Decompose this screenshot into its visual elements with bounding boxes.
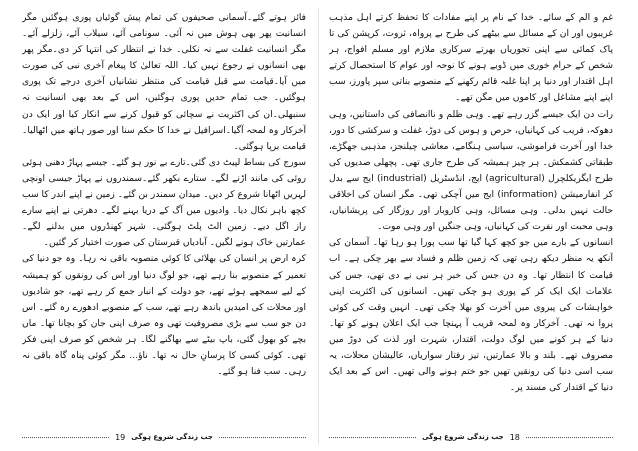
footer-rule: [219, 437, 306, 438]
paragraph: سورج کی بساط لپیٹ دی گئی۔تارے بے نور ہو گئے۔ جیسے پہاڑ دھنی ہوئی روئی کی مانند اڑنے لگے۔ ستارے بکھر گئے۔سمندروں نے پہاڑ جیسی اونچی لہریں اٹھانا شروع کر دیں۔ میدان سمندر بن گئے۔ زمین نے اپنے اندر کا سب کچھ باہر نکال دیا۔ وادیوں میں آگ کے دریا بہنے لگے۔ دھرتی نے اپنے سارے راز اگل دیے۔ زمین الٹ پلٹ ہوگئی۔ شہر کھنڈروں میں بدلنے لگے۔ عمارتیں خاک ہونے لگیں۔ آبادیاں قبرستان کی صورت اختیار کر گئیں۔: [22, 157, 306, 249]
footer-rule: [526, 437, 613, 438]
page-gutter: [318, 8, 319, 444]
right-page-text: [329, 10, 613, 396]
paragraph: انسانوں کے بارے میں جو کچھ کہا گیا تھا سب پورا ہو رہا تھا۔ آسمان کی آنکھ یہ منظر دیکھ رہی تھی کہ زمین ظلم و فساد سے بھر چکی ہے۔ اب قیامت کا انتظار تھا۔ وہ دن جس کی خبر ہر نبی نے دی تھی، جس کی علامات ایک ایک کر کے پوری ہو چکی تھیں۔ انسانوں کی اکثریت اپنی خواہشات کی پیروی میں آخرت کو بھلا چکی تھی۔ انہیں وقت کی کوئی پروا نہ تھی۔ آخرکار وہ لمحہ قریب آ پہنچا جب ایک اعلان ہونے کو تھا۔ دنیا کے ہر کونے میں لوگ دولت، اقتدار، شہرت اور لذت کی دوڑ میں مصروف تھے۔ بلند و بالا عمارتیں، تیز رفتار سواریاں، عالیشان محلات، یہ سب اسی دنیا کی رونقیں تھیں جو ختم ہونے والی تھیں۔ اس کے بعد ایک دنیا کے اقتدار کی مسند پر۔: [329, 238, 613, 394]
footer-rule: [329, 437, 416, 438]
paragraph: کرہ ارض پر انسان کی بھلائی کا کوئی منصوبہ باقی نہ رہا۔ وہ جو دنیا کی تعمیر کے منصوبے بنا رہے تھے، جو لوگ دنیا اور اس کی رونقوں کو ہمیشہ کے لیے سمجھے ہوئے تھے، جو دولت کے انبار جمع کر رہے تھے، جو شادیوں اور محلات کی امیدیں باندھ رہے تھے، سب کے منصوبے ادھورے رہ گئے۔ اس دن جو سب سے بڑی مصروفیت تھی وہ صرف اپنی جان کو بچانا تھا۔ ماں بچے کو بھول گئی، باپ بیٹے سے بھاگنے لگا۔ ہر شخص کو صرف اپنی فکر تھی۔ کوئی کسی کا پرسانِ حال نہ تھا۔ ناؤ... مگر کوئی پناہ گاہ باقی نہ رہی۔ سب فنا ہو گئے۔: [22, 254, 306, 378]
right-page: [329, 10, 613, 444]
left-page-text: [22, 10, 306, 380]
page-number: 18: [509, 432, 520, 442]
running-title: جب زندگی شروع ہوگی: [131, 433, 213, 441]
paragraph: فائز ہوتے گئے۔آسمانی صحیفوں کی تمام پیش گوئیاں پوری ہوگئیں مگر انسانیت پھر بھی ہوش میں نہ آئی۔ سونامی آئے، سیلاب آئے، زلزلے آئے۔مگر انسانیت غفلت سے نہ نکلی۔ خدا نے انتظار کی انتہا کر دی۔مگر پھر بھی انسانوں نے رجوع نہیں کیا۔ اللہ تعالیٰ کا پیغام آخری نبی کی صورت میں آیا۔قیامت سے قبل قیامت کی منتظر نشانیاں آخری درجے تک پوری ہوگئیں۔ جب تمام حدیں پوری ہوگئیں، اس کے بعد بھی انسانیت نہ سنبھلی۔ان کی اکثریت نے سچائی کو قبول کرنے سے انکار کیا اور ایک دن آخرکار وہ لمحہ آگیا۔اسرافیل نے خدا کا حکم سنا اور صور ہاتھ میں اٹھالیا۔قیامت برپا ہوگئی۔: [22, 13, 306, 152]
page-footer: [22, 430, 306, 444]
footer-rule: [22, 437, 109, 438]
left-page: [22, 10, 306, 444]
running-title: جب زندگی شروع ہوگی: [422, 433, 504, 441]
page-number: 19: [115, 432, 126, 442]
page-footer: [329, 430, 613, 444]
paragraph: رات دن ایک جیسے گزر رہے تھے۔ وہی ظلم و ناانصافی کی داستانیں، وہی دھوکہ، فریب کی کہانیاں، حرص و ہوس کی دوڑ، غفلت و سرکشی کا دور، خدا اور آخرت فراموشی، سیاسی ہنگامے، معاشی چیلنجز، مذہبی جھگڑے، طبقاتی کشمکش۔ ہر چیز ہمیشہ کی طرح جاری تھی۔ پچھلی صدیوں کی طرح ایگریکلچرل (agricultural) ایج، انڈسٹریل (industrial) ایج سے بدل کر انفارمیشن (information) ایج میں آچکی تھی۔ مگر انسان کی اخلاقی حالت نہیں بدلی۔ وہی مسائل، وہی کاروبار اور روزگار کی پریشانیاں، وہی محبت اور نفرت کی کہانیاں، وہی جنگیں اور وہی موت۔: [329, 109, 613, 233]
paragraph: غم و الم کے سائے۔ خدا کے نام پر اپنے مفادات کا تحفظ کرتے اہل مذہب غریبوں اور ان کے مسائل سے بیٹھے کی طرح بے پرواہ، ثروت، کرپشن کی تا پاک کمائی سے اپنی تجوریاں بھرتے سرکاری ملازم اور مسلم افواج، ہر شخص کے حرام خوری میں ڈوبے ہونے کا نوحہ اور عوام کا استحصال کرتے اہل اقتدار اور دنیا پر اپنا غلبہ قائم رکھنے کے منصوبے بناتی سپر پاورز، سب اپنے اپنے مشاغل اور کاموں میں مگن تھے۔: [329, 13, 613, 104]
